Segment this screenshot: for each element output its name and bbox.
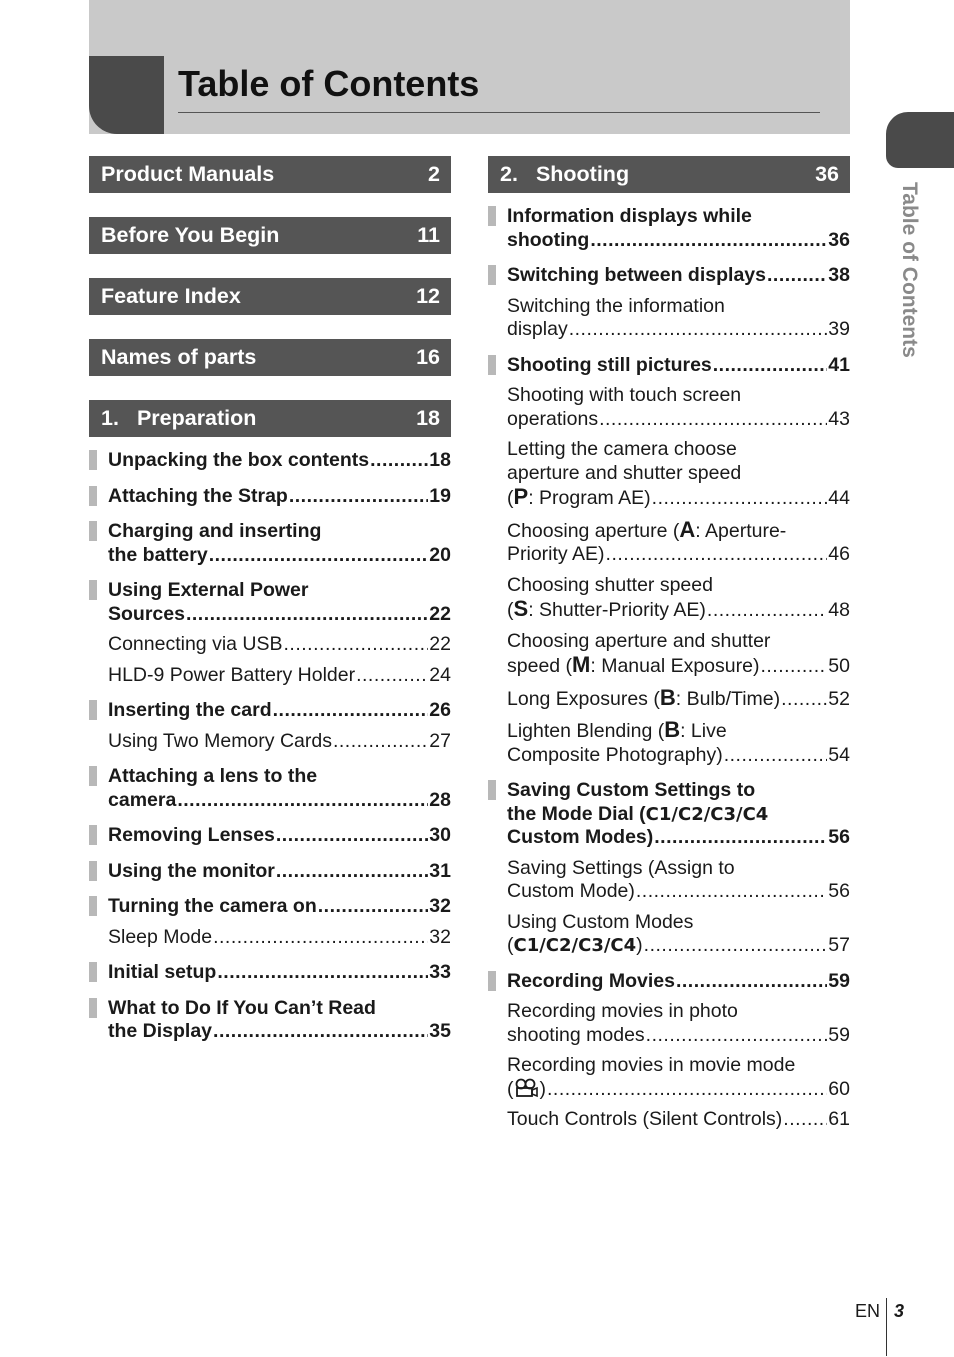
toc-entry[interactable]: Attaching the Strap ..... 19: [89, 485, 451, 509]
section-feature-index[interactable]: [89, 278, 451, 315]
toc-subentry[interactable]: Choosing aperture (A: Aperture- Priority AE) ..... 46: [488, 518, 850, 567]
section-number: 1.: [101, 406, 119, 430]
right-column: [488, 156, 850, 1132]
program-mode-icon: P: [513, 484, 529, 509]
header-tab-block: [89, 56, 164, 134]
aperture-mode-icon: A: [679, 516, 696, 542]
side-tab-label: Table of Contents: [898, 182, 921, 358]
toc-subentry[interactable]: Recording movies in photo shooting modes ..... 59: [488, 1000, 850, 1047]
toc-entry[interactable]: Using the monitor ..... 31: [89, 860, 451, 884]
bulb-mode-icon: B: [659, 684, 676, 710]
section-number: 2.: [500, 162, 518, 186]
movie-camera-icon: [514, 1078, 540, 1100]
toc-subentry[interactable]: HLD-9 Power Battery Holder ..... 24: [89, 664, 451, 688]
toc-entry[interactable]: Initial setup ..... 33: [89, 961, 451, 985]
toc-subentry[interactable]: Using Two Memory Cards ..... 27: [89, 730, 451, 754]
toc-subentry[interactable]: Sleep Mode ..... 32: [89, 926, 451, 950]
toc-subentry[interactable]: Long Exposures (B: Bulb/Time) ..... 52: [488, 686, 850, 712]
toc-entry[interactable]: Attaching a lens to the camera ..... 28: [89, 765, 451, 812]
page-number: 3: [894, 1301, 905, 1321]
toc-entry[interactable]: Shooting still pictures ..... 41: [488, 354, 850, 378]
toc-entry[interactable]: Saving Custom Settings to the Mode Dial (C1/C2/C3/C4 Custom Modes) ..... 56: [488, 779, 850, 850]
section-title: Names of parts: [101, 345, 257, 369]
toc-entry[interactable]: Switching between displays ..... 38: [488, 264, 850, 288]
footer-language: EN: [855, 1301, 881, 1321]
section-title: Preparation: [136, 406, 257, 430]
manual-mode-icon: M: [572, 652, 591, 677]
toc-subentry[interactable]: Choosing shutter speed (S: Shutter-Priority AE) ..... 48: [488, 574, 850, 623]
toc-entry[interactable]: Removing Lenses ..... 30: [89, 824, 451, 848]
page-title: Table of Contents: [178, 63, 480, 104]
bulb-mode-icon: B: [664, 717, 681, 742]
footer-divider: [886, 1298, 887, 1356]
toc-subentry[interactable]: Saving Settings (Assign to Custom Mode) ..... 56: [488, 857, 850, 904]
toc-entry[interactable]: What to Do If You Can’t Read the Display ..... 35: [89, 997, 451, 1044]
toc-entry[interactable]: Using External Power Sources ..... 22: [89, 579, 451, 626]
toc-entry[interactable]: Information displays while shooting ..... 36: [488, 205, 850, 252]
section-title: Product Manuals: [101, 162, 275, 186]
section-page: 12: [416, 284, 440, 308]
side-thumb-tab: [886, 112, 954, 168]
section-page: 16: [416, 345, 440, 369]
toc-subentry[interactable]: Touch Controls (Silent Controls) ..... 61: [488, 1108, 850, 1132]
custom-mode-icons: C1/C2/C3/C4: [513, 935, 637, 956]
custom-mode-icons: C1/C2/C3/C4: [645, 803, 769, 825]
toc-entry[interactable]: Turning the camera on ..... 32: [89, 895, 451, 919]
section-title: Shooting: [535, 162, 630, 186]
toc-subentry[interactable]: Recording movies in movie mode ( ) ..... 60: [488, 1054, 850, 1101]
toc-subentry[interactable]: Using Custom Modes (C1/C2/C3/C4) ..... 57: [488, 911, 850, 958]
section-preparation[interactable]: [89, 400, 451, 437]
title-rule: [178, 112, 820, 113]
section-shooting[interactable]: [488, 156, 850, 193]
section-page: 11: [417, 223, 440, 247]
section-page: 2: [428, 162, 440, 186]
toc-entry[interactable]: Unpacking the box contents ..... 18: [89, 449, 451, 473]
section-title: Feature Index: [101, 284, 241, 308]
section-page: 36: [815, 162, 839, 186]
section-product-manuals[interactable]: [89, 156, 451, 193]
toc-subentry[interactable]: Lighten Blending (B: Live Composite Photography) ..... 54: [488, 718, 850, 767]
section-page: 18: [416, 406, 440, 430]
toc-entry[interactable]: Inserting the card ..... 26: [89, 699, 451, 723]
toc-subentry[interactable]: Letting the camera choose aperture and shutter speed (P: Program AE) ..... 44: [488, 438, 850, 511]
section-before-you-begin[interactable]: [89, 217, 451, 254]
shutter-mode-icon: S: [513, 596, 529, 621]
toc-subentry[interactable]: Switching the information display ..... 39: [488, 295, 850, 342]
section-names-of-parts[interactable]: [89, 339, 451, 376]
toc-subentry[interactable]: Connecting via USB ..... 22: [89, 633, 451, 657]
toc-entry[interactable]: Recording Movies ..... 59: [488, 970, 850, 994]
section-title: Before You Begin: [101, 223, 280, 247]
toc-subentry[interactable]: Choosing aperture and shutter speed (M: Manual Exposure) ..... 50: [488, 630, 850, 679]
toc-subentry[interactable]: Shooting with touch screen operations ..... 43: [488, 384, 850, 431]
toc-entry[interactable]: Charging and inserting the battery ..... 20: [89, 520, 451, 567]
left-column: [89, 156, 451, 1044]
